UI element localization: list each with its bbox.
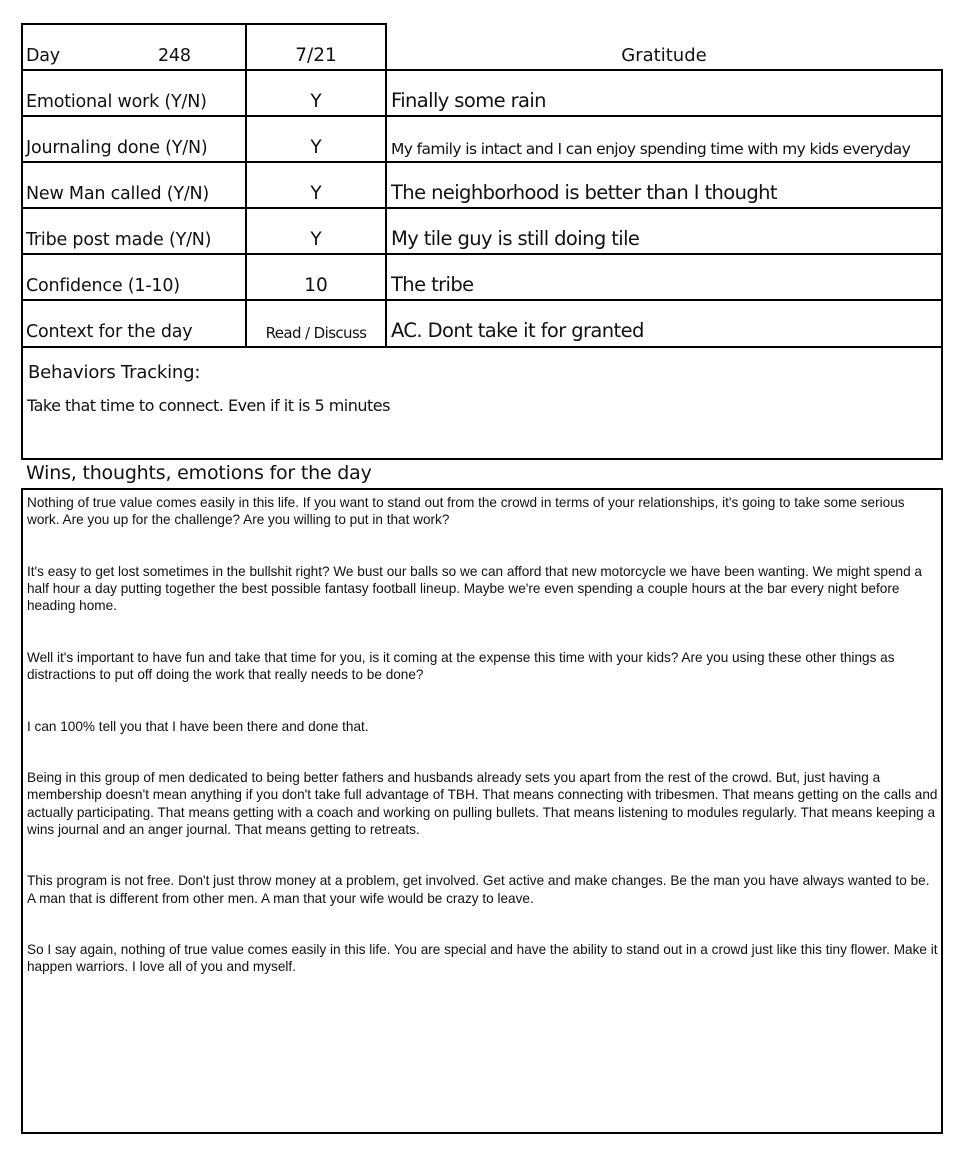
border-line <box>21 115 943 117</box>
row-label: Emotional work (Y/N) <box>26 92 207 112</box>
behaviors-title: Behaviors Tracking: <box>28 362 201 383</box>
row-value: Y <box>310 137 322 158</box>
row-label: Confidence (1-10) <box>26 276 180 296</box>
row-label: Tribe post made (Y/N) <box>26 230 212 250</box>
border-line <box>21 23 23 460</box>
border-line <box>21 23 386 25</box>
border-line <box>21 161 943 163</box>
row-value: Y <box>310 91 322 112</box>
border-line <box>21 458 943 460</box>
gratitude-entry: My tile guy is still doing tile <box>391 227 640 250</box>
wins-body <box>27 494 939 1010</box>
table-row <box>22 116 942 162</box>
row-value: Y <box>310 229 322 250</box>
border-line <box>21 207 943 209</box>
table-row <box>22 254 942 300</box>
day-label: Day <box>26 46 60 66</box>
table-row <box>22 162 942 208</box>
date-cell: 7/21 <box>295 45 337 66</box>
wins-paragraph: It's easy to get lost sometimes in the bullshit right? We bust our balls so we can afford that new motorcycle we have been wanting. We might spend a half hour a day putting together the best possible fantasy football lineup. Maybe we're even spending a couple hours at the bar every night before heading home. <box>27 563 922 614</box>
wins-paragraph: Well it's important to have fun and take that time for you, is it coming at the expense this time with your kids? Are you using these other things as distractions to put off doing the work that really needs to be done? <box>27 649 895 682</box>
gratitude-entry: My family is intact and I can enjoy spending time with my kids everyday <box>391 140 911 158</box>
border-line <box>21 346 943 348</box>
table-row <box>22 208 942 254</box>
row-label: Context for the day <box>26 322 193 342</box>
table-row <box>22 70 942 116</box>
row-label: Journaling done (Y/N) <box>26 138 208 158</box>
border-line <box>245 23 247 348</box>
wins-paragraph: This program is not free. Don't just throw money at a problem, get involved. Get active and make changes. Be the man you have always wanted to be. A man that is different from other men. A man that your wife would be crazy to leave. <box>27 873 930 906</box>
wins-paragraph: Nothing of true value comes easily in this life. If you want to stand out from the crowd in terms of your relationships, it's going to take some serious work. Are you up for the challenge? Are you willing to put in that work? <box>27 495 905 528</box>
day-cell <box>22 24 246 70</box>
gratitude-entry: Finally some rain <box>391 89 546 112</box>
gratitude-entry: The neighborhood is better than I thought <box>391 181 777 204</box>
day-number: 248 <box>158 46 191 66</box>
wins-box <box>21 488 943 1134</box>
border-line <box>21 253 943 255</box>
table-row <box>22 300 942 346</box>
wins-paragraph: So I say again, nothing of true value comes easily in this life. You are special and have the ability to stand out in a crowd just like this tiny flower. Make it happen warriors. I love all of you and myself. <box>27 942 938 975</box>
border-line <box>21 69 943 71</box>
border-line <box>385 23 387 348</box>
gratitude-entry: The tribe <box>391 273 474 296</box>
gratitude-heading: Gratitude <box>621 45 707 66</box>
border-line <box>21 299 943 301</box>
row-value: Read / Discuss <box>265 324 367 342</box>
row-value: Y <box>310 183 322 204</box>
gratitude-entry: AC. Dont take it for granted <box>391 319 644 342</box>
wins-title: Wins, thoughts, emotions for the day <box>26 462 372 484</box>
row-value: 10 <box>304 275 328 296</box>
header-row <box>22 24 942 70</box>
wins-paragraph: Being in this group of men dedicated to being better fathers and husbands already sets you apart from the rest of the crowd. But, just having a membership doesn't mean anything if you don't take full advantage of TBH. That means connecting with tribesmen. That means getting on the calls and actually participating. That means getting with a coach and working on pulling bullets. That means listening to modules regularly. That means keeping a wins journal and an anger journal. That means getting to retreats. <box>27 770 938 837</box>
border-line <box>941 69 943 460</box>
behaviors-text: Take that time to connect. Even if it is 5 minutes <box>27 396 390 415</box>
wins-paragraph: I can 100% tell you that I have been there and done that. <box>27 718 369 734</box>
row-label: New Man called (Y/N) <box>26 184 210 204</box>
